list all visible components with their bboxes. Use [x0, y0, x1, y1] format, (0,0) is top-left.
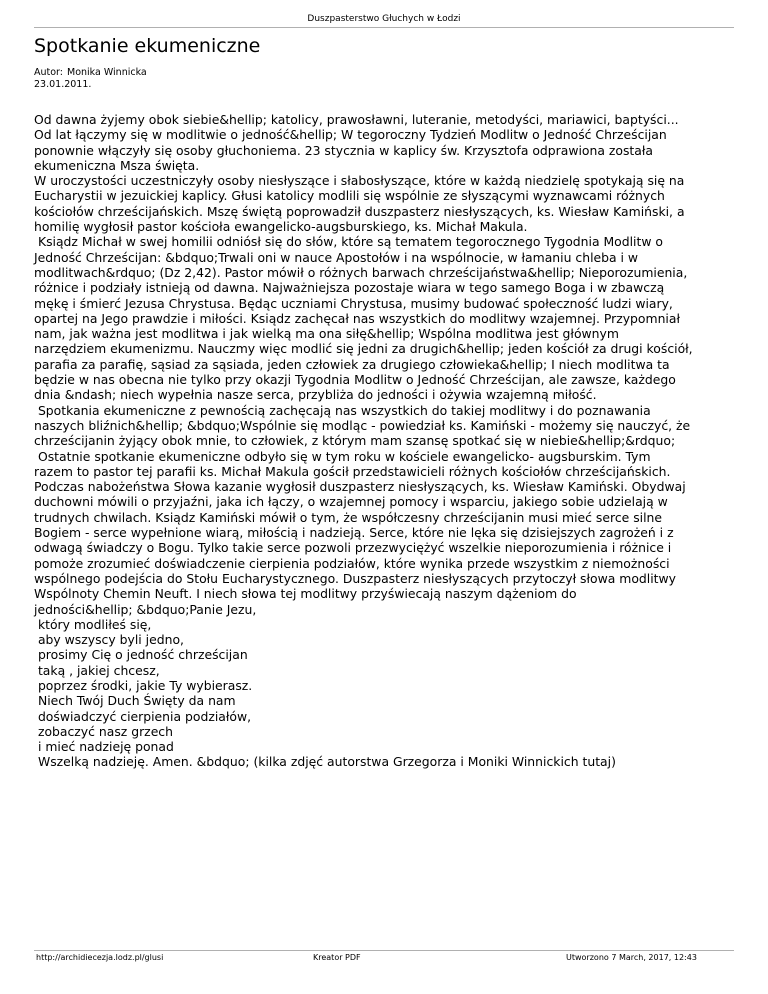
body-text-line: trudnych chwilach. Ksiądz Kamiński mówił o tym, że współczesny chrześcijanin musi mieć serce silne	[34, 509, 663, 525]
body-text-line: doświadczyć cierpienia podziałów,	[34, 708, 252, 724]
body-text-line: chrześcijanin żyjący obok mnie, to człowiek, z którym mam szansę spotkać się w niebie&hellip;&rdquo;	[34, 433, 676, 449]
body-text-line: Jedność Chrześcijan: &bdquo;Trwali oni w nauce Apostołów i na wspólnocie, w łamaniu chleba i w	[34, 249, 639, 265]
body-text-line: Bogiem - serce wypełnione wiarą, miłością i nadzieją. Serce, które nie lęka się dzisiejszych zagrożeń i z	[34, 525, 674, 541]
article-meta	[34, 67, 147, 90]
body-text-line: różnice i podziały istnieją od dawna. Najważniejsza pozostaje wiara w tego samego Boga i w zbawczą	[34, 280, 665, 296]
body-text-line: opartej na Jego prawdzie i miłości. Ksiądz zachęcał nas wszystkich do modlitwy wzajemnej. Przypomniał	[34, 310, 680, 326]
page-header-site-title: Duszpasterstwo Głuchych w Łodzi	[307, 14, 461, 24]
body-text-line: ponownie włączyły się osoby głuchoniema. 23 stycznia w kaplicy św. Krzysztofa odprawiona została	[34, 142, 653, 158]
body-text-line: Od lat łączymy się w modlitwie o jedność&hellip; W tegoroczny Tydzień Modlitw o Jedność Chrześcijan	[34, 127, 667, 143]
body-text-line: Eucharystii w jezuickiej kaplicy. Głusi katolicy modlili się wspólnie ze słyszącymi wyznawcami różnych	[34, 188, 665, 204]
body-text-line: Ostatnie spotkanie ekumeniczne odbyło się w tym roku w kościele ewangelicko- augsburskim. Tym	[34, 448, 651, 464]
footer-divider	[34, 950, 734, 951]
author-name: Monika Winnicka	[67, 67, 147, 78]
body-text-line: parafia za parafię, sąsiad za sąsiada, jeden człowiek za drugiego człowieka&hellip; I niech modlitwa ta	[34, 356, 670, 372]
body-text-line: pomoże zrozumieć doświadczenie cierpienia podziałów, które wynika przede wszystkim z niemożności	[34, 555, 670, 571]
body-text-line: prosimy Cię o jedność chrześcijan	[34, 647, 248, 663]
body-text-line: wspólnego podejścia do Stołu Eucharystycznego. Duszpasterz niesłyszących przytoczył słowa modlitwy	[34, 570, 676, 586]
body-text-line: Podczas nabożeństwa Słowa kazanie wygłosił duszpasterz niesłyszących, ks. Wiesław Kamiński. Obydwaj	[34, 479, 686, 495]
footer-generator: Kreator PDF	[313, 953, 361, 962]
body-text-line: Ksiądz Michał w swej homilii odniósł się do słów, które są tematem tegorocznego Tygodnia Modlitw o	[34, 234, 664, 250]
body-text-line: mękę i śmierć Jezusa Chrystusa. Będąc uczniami Chrystusa, musimy budować społeczność ludzi wiary,	[34, 295, 673, 311]
body-text-line: Od dawna żyjemy obok siebie&hellip; katolicy, prawosławni, luteranie, metodyści, mariawici, baptyści...	[34, 112, 679, 127]
header-divider	[34, 27, 734, 28]
body-text-line: nam, jak ważna jest modlitwa i jak wielką ma ona siłę&hellip; Wspólna modlitwa jest głównym	[34, 326, 619, 342]
body-text-line: ekumeniczna Msza święta.	[34, 157, 200, 173]
body-text-line: modlitwach&rdquo; (Dz 2,42). Pastor mówił o różnych barwach chrześcijaństwa&hellip; Nieporozumienia,	[34, 264, 688, 280]
body-text-line: i mieć nadzieję ponad	[34, 739, 174, 755]
article-body	[34, 112, 740, 770]
body-text-line: dnia &ndash; niech wypełnia nasze serca, przybliża do jedności i ożywia wzajemną miłość.	[34, 387, 597, 403]
body-text-line: W uroczystości uczestniczyły osoby niesłyszące i słabosłyszące, które w każdą niedzielę spotykają się na	[34, 173, 685, 189]
body-text-line: taką , jakiej chcesz,	[34, 662, 160, 678]
body-text-line: Wszelką nadzieję. Amen. &bdquo; (kilka zdjęć autorstwa Grzegorza i Moniki Winnickich tutaj)	[34, 754, 616, 770]
body-text-line: razem to pastor tej parafii ks. Michał Makula gościł przedstawicieli różnych kościołów chrześcijańskich.	[34, 463, 671, 479]
body-text-line: który modliłeś się,	[34, 616, 152, 632]
body-text-line: narzędziem ekumenizmu. Nauczmy więc modlić się jedni za drugich&hellip; jeden kościół za drugi kościół,	[34, 341, 693, 357]
body-text-line: Niech Twój Duch Święty da nam	[34, 693, 236, 709]
body-text-line: odwagą świadczy o Bogu. Tylko takie serce pozwoli przezwyciężyć wszelkie nieporozumienia i różnice i	[34, 540, 672, 556]
body-text-line: Spotkania ekumeniczne z pewnością zachęcają nas wszystkich do takiej modlitwy i do poznawania	[34, 402, 651, 418]
article-date: 23.01.2011.	[34, 78, 92, 90]
footer-url: http://archidiecezja.lodz.pl/glusi	[36, 953, 164, 962]
body-text-line: jedności&hellip; &bdquo;Panie Jezu,	[34, 601, 257, 617]
author-label: Autor:	[34, 67, 63, 78]
body-text-line: Wspólnoty Chemin Neuft. I niech słowa tej modlitwy przyświecają naszym dążeniom do	[34, 586, 577, 602]
body-text-line: naszych bliźnich&hellip; &bdquo;Wspólnie się modląc - powiedział ks. Kamiński - możemy się nauczyć, że	[34, 417, 691, 433]
body-text-line: homilię wygłosił pastor kościoła ewangelicko-augsburskiego, ks. Michał Makula.	[34, 219, 528, 235]
footer-created-date: Utworzono 7 March, 2017, 12:43	[566, 953, 697, 962]
body-text-line: poprzez środki, jakie Ty wybierasz.	[34, 677, 253, 693]
body-text-line: zobaczyć nasz grzech	[34, 723, 173, 739]
body-text-line: będzie w nas obecna nie tylko przy okazji Tygodnia Modlitw o Jedność Chrześcijan, ale zawsze, każdego	[34, 372, 676, 388]
body-text-line: duchowni mówili o przyjaźni, jaka ich łączy, o wzajemnej pomocy i wsparciu, jakiego sobie udzielają w	[34, 494, 668, 510]
article-title: Spotkanie ekumeniczne	[34, 35, 261, 57]
author-line	[34, 67, 147, 79]
body-text-line: aby wszyscy byli jedno,	[34, 632, 184, 648]
body-text-line: kościołów chrześcijańskich. Mszę świętą poprowadził duszpasterz niesłyszących, ks. Wiesław Kamiński, a	[34, 203, 685, 219]
